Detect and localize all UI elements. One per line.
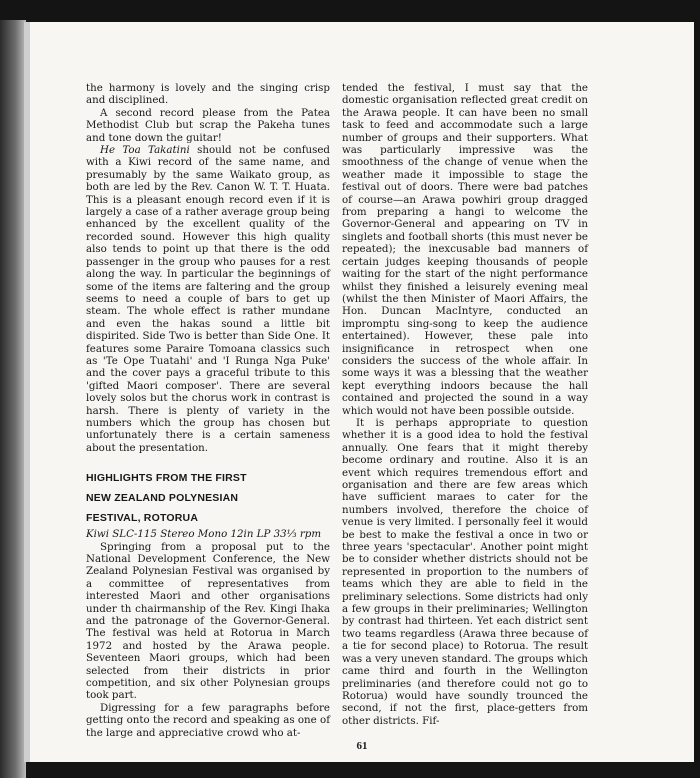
paragraph-digressing: Digressing for a few paragraphs before getting onto the record and speaking as one of the large and appreciative crowd who at-: [86, 701, 330, 739]
section-heading: [86, 468, 330, 528]
record-title-he-toa-takatini: He Toa Takatini: [100, 144, 190, 157]
paragraph-harmony: the harmony is lovely and the singing crisp and disciplined.: [86, 82, 330, 107]
paragraph-he-toa-takatini: [86, 144, 330, 454]
previous-page-edge: [0, 20, 26, 778]
section-heading-line-3: FESTIVAL, ROTORUA: [86, 512, 199, 525]
paragraph-patea: A second record please from the Patea Methodist Club but scrap the Pakeha tunes and tone down the guitar!: [86, 106, 330, 144]
paragraph-annual-question: It is perhaps appropriate to question whether it is a good idea to hold the festival annually. One fears that it might thereby become ordinary and routine. Also it is an event which requires tremendous effort and organisation and there are few areas which have sufficient maraes to cater for the numbers involved, therefore the choice of venue is very limited. I personally feel it would be best to make the festival a once in two or three years 'spectacular'. Another point might be to consider whether districts should not be represented in proportion to the numbers of teams which they are able to field in the preliminary selections. Some districts had only a few groups in their preliminaries; Wellington by contrast had thirteen. Yet each district sent two teams regardless (Arawa three because of a tie for second place) to Rotorua. The result was a very uneven standard. The groups which came third and fourth in the Wellington preliminaries (and therefore could not go to Rotorua) would have soundly trounced the second, if not the first, place-getters from other districts. Fif-: [342, 416, 588, 727]
section-heading-line-2: NEW ZEALAND POLYNESIAN: [86, 492, 239, 505]
paragraph-springing: Springing from a proposal put to the National Development Conference, the New Zealand Polynesian Festival was organised by a committee of representatives from interested Maori and other organisations under th chairmanship of the Rev. Kingi Ihaka and the patronage of the Governor-General. The festival was held at Rotorua in March 1972 and hosted by the Arawa people. Seventeen Maori groups, which had been selected from their districts in prior competition, and six other Polynesian groups took part.: [86, 540, 330, 702]
right-column: [342, 82, 588, 727]
record-info: Kiwi SLC-115 Stereo Mono 12in LP 33⅓ rpm: [86, 528, 322, 541]
left-column: [86, 82, 330, 739]
book-page: [24, 22, 694, 762]
section-heading-line-1: HIGHLIGHTS FROM THE FIRST: [86, 472, 247, 485]
paragraph-he-toa-takatini-body: should not be confused with a Kiwi record of the same name, and presumably by the same Waikato group, as both are led by the Rev. Canon W. T. T. Huata. This is a pleasant enough record even if it is largely a case of a rather average group being enhanced by the excellent quality of the recorded sound. However this high quality also tends to point up that there is the odd passenger in the group who pauses for a rest along the way. In particular the beginnings of some of the items are faltering and the group seems to need a couple of bars to get up steam. The whole effect is rather mundane and even the hakas sound a little bit dispirited. Side Two is better than Side One. It features some Paraire Tomoana classics such as 'Te Ope Tuatahi' and 'I Runga Nga Puke' and the cover pays a graceful tribute to this 'gifted Maori composer'. There are several lovely solos but the chorus work in contrast is harsh. There is plenty of variety in the numbers which the group has chosen but unfortunately there is a certain sameness about the presentation.: [86, 144, 330, 454]
page-number: 61: [356, 740, 368, 752]
paragraph-tended-festival: tended the festival, I must say that the domestic organisation reflected great credit on the Arawa people. It can have been no small task to feed and accommodate such a large number of groups and their supporters. What was particularly impressive was the smoothness of the change of venue when the weather made it impossible to stage the festival out of doors. There were bad patches of course—an Arawa powhiri group dragged from preparing a hangi to welcome the Governor-General and appearing on TV in singlets and football shorts (this must never be repeated); the inexcusable bad manners of certain judges keeping thousands of people waiting for the start of the night performance whilst they finished a leisurely evening meal (whilst the then Minister of Maori Affairs, the Hon. Duncan MacIntyre, conducted an impromptu sing-song to keep the audience entertained). However, these pale into insignificance in retrospect when one considers the success of the whole affair. In some ways it was a blessing that the weather kept everything indoors because the hall contained and projected the sound in a way which would not have been possible outside.: [342, 82, 588, 417]
